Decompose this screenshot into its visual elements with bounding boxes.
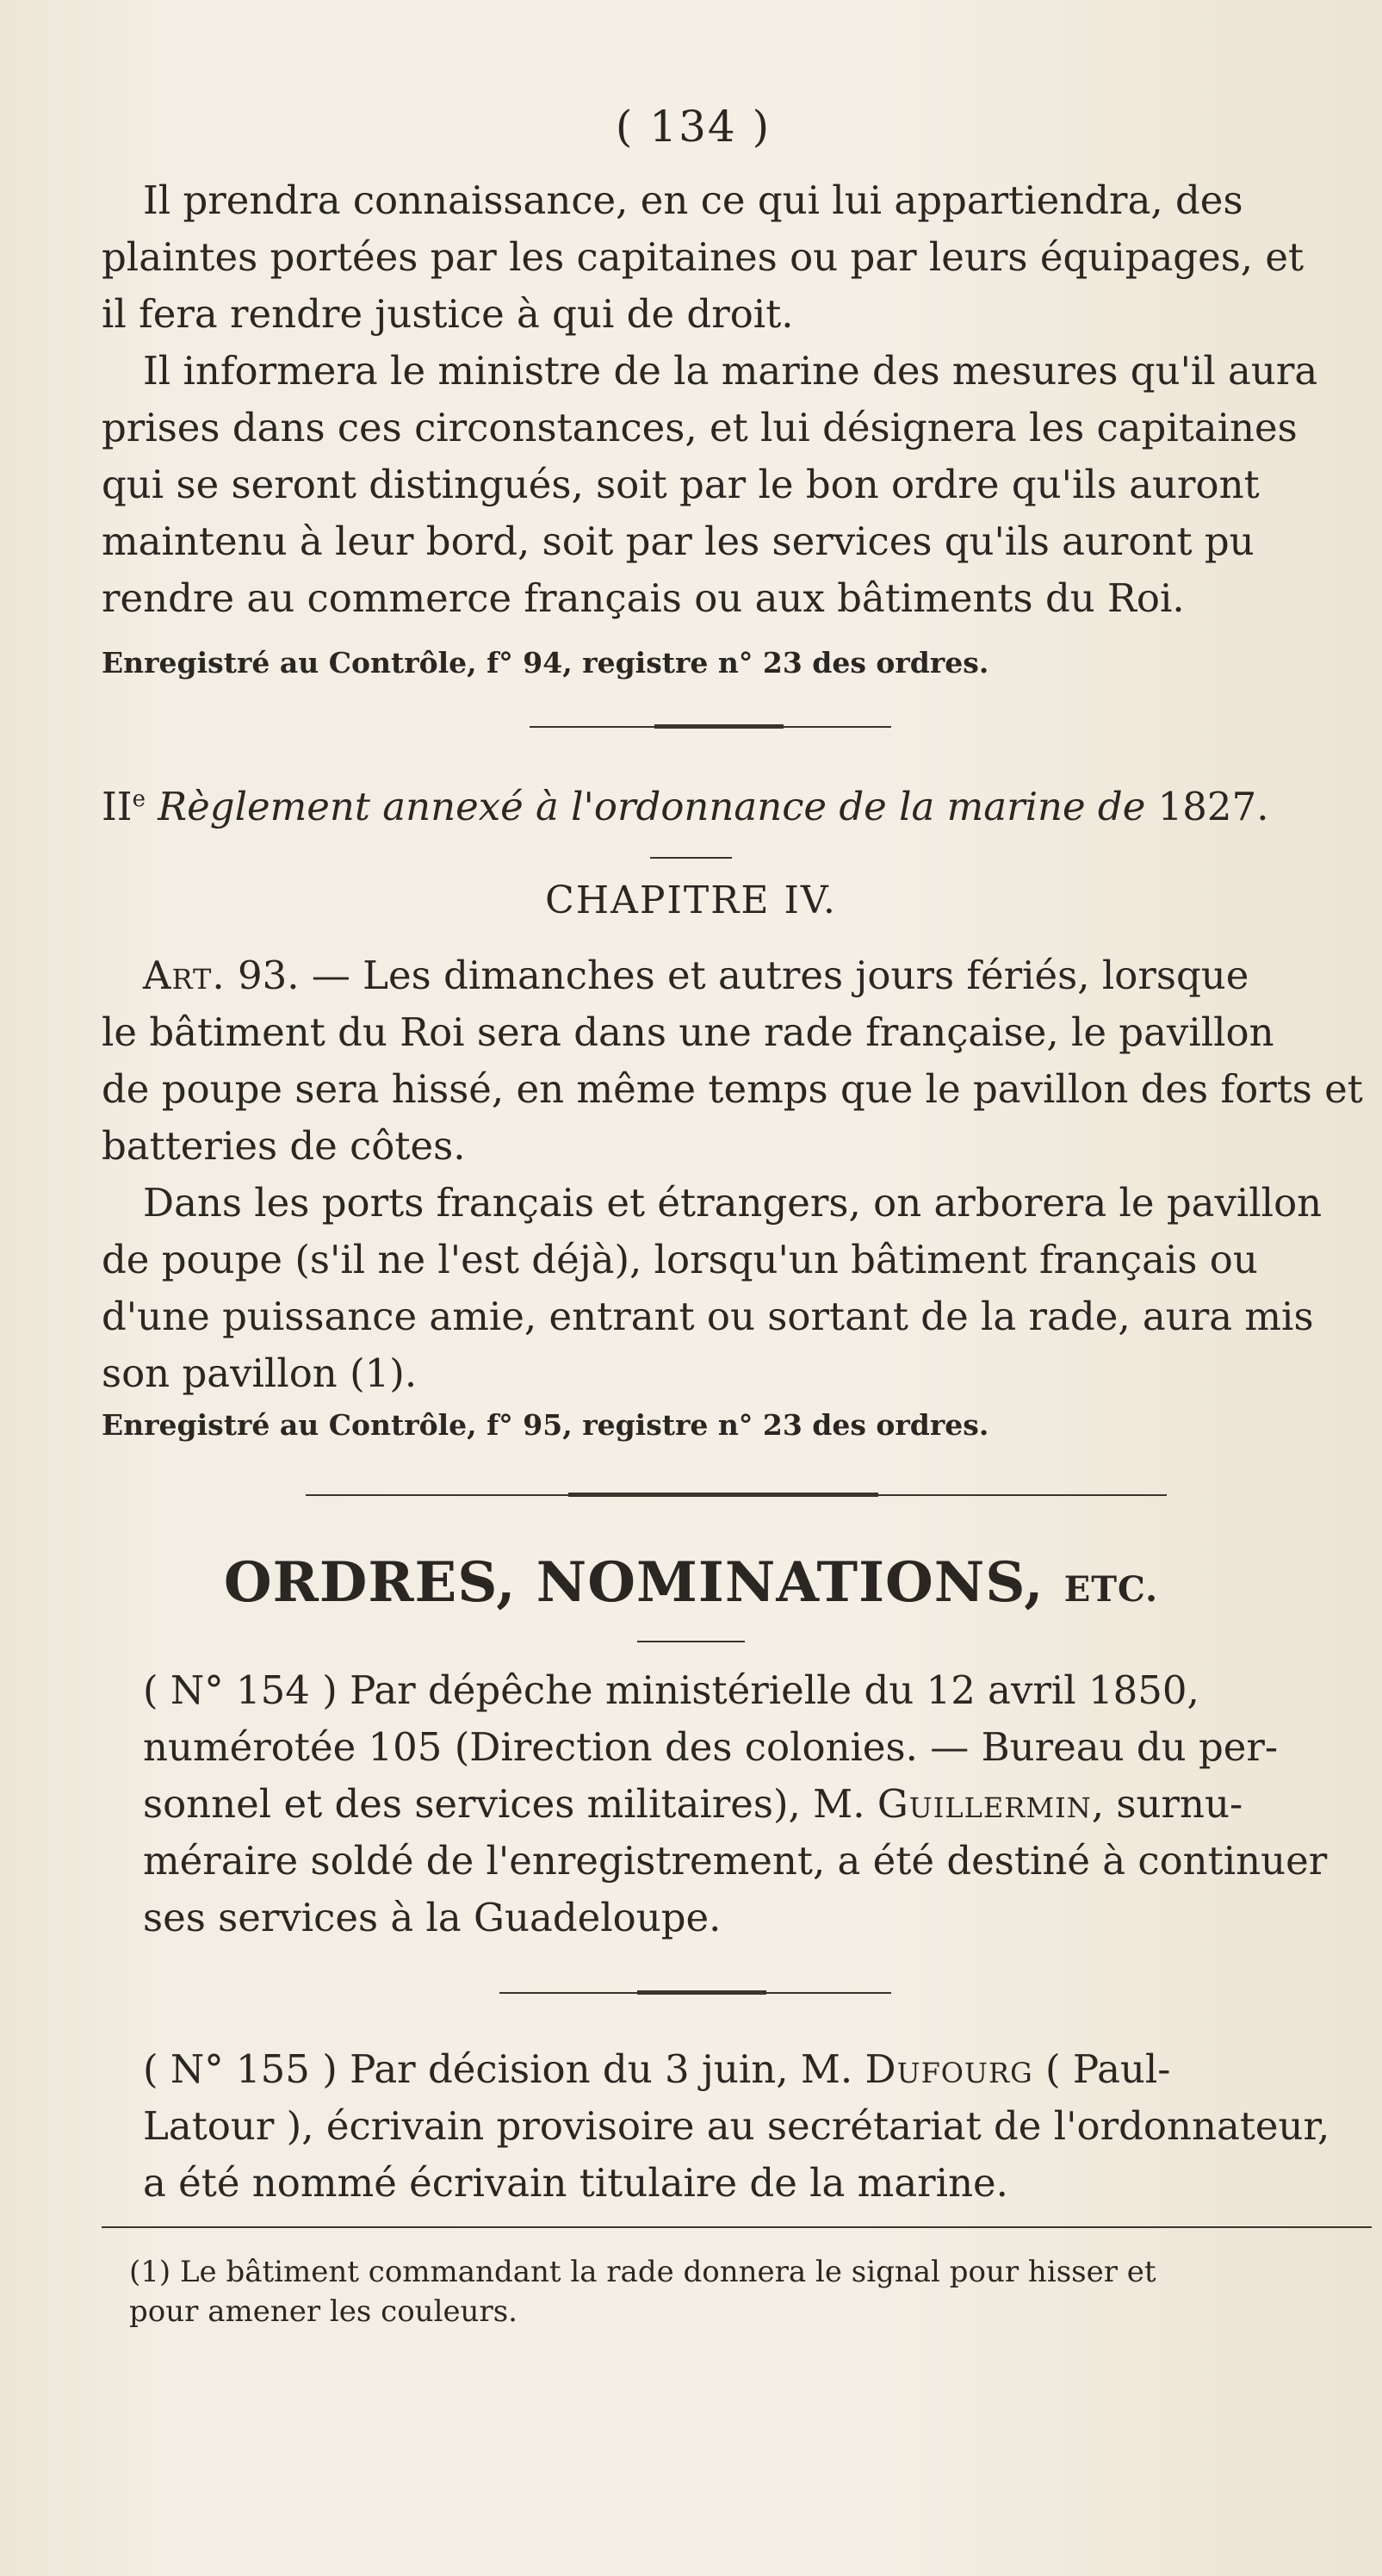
text-line: le bâtiment du Roi sera dans une rade française, le pavillon [102,1009,1274,1055]
heading-year: 1827. [1157,784,1269,829]
orders-title: ORDRES, NOMINATIONS, ETC. [223,1550,1159,1615]
footnote-line: (1) Le bâtiment commandant la rade donnera le signal pour hisser et [129,2255,1156,2289]
registration-note: Enregistré au Contrôle, f° 95, registre n° 23 des ordres. [102,1408,989,1442]
entry-divider-accent [637,1990,766,1995]
text-line: batteries de côtes. [102,1123,466,1169]
text-line: ses services à la Guadeloupe. [143,1895,722,1940]
text-line: prises dans ces circonstances, et lui désignera les capitaines [102,405,1298,450]
footnote [129,2252,1352,2331]
text-line: il fera rendre justice à qui de droit. [102,291,794,337]
text-line: ( N° 154 ) Par dépêche ministérielle du 12 avril 1850, [143,1667,1199,1713]
text-line: Il prendra connaissance, en ce qui lui appartiendra, des [143,177,1243,223]
intro-paragraph [102,172,1359,627]
text-line: numérotée 105 (Direction des colonies. — Bureau du per- [143,1724,1279,1770]
heading-number: II [102,784,133,829]
text-line: maintenu à leur bord, soit par les services qu'ils auront pu [102,518,1255,564]
text-line: rendre au commerce français ou aux bâtiments du Roi. [102,575,1185,621]
title-rule [637,1641,745,1642]
heading-title: Règlement annexé à l'ordonnance de la marine de [158,784,1146,829]
person-name: Guillermin [877,1781,1092,1827]
footnote-line: pour amener les couleurs. [129,2294,517,2329]
text-line: Latour ), écrivain provisoire au secrétariat de l'ordonnateur, [143,2103,1330,2149]
section-divider-accent [568,1493,878,1497]
text-line: son pavillon (1). [102,1350,418,1396]
registration-note: Enregistré au Contrôle, f° 94, registre n° 23 des ordres. [102,646,989,680]
person-name: Dufourg [865,2046,1033,2092]
order-entry-154 [102,1662,1359,1946]
text-line: a été nommé écrivain titulaire de la marine. [143,2160,1008,2206]
text-line: Dans les ports français et étrangers, on arborera le pavillon [143,1180,1323,1226]
article-label: Art. [143,953,226,998]
text-line: d'une puissance amie, entrant ou sortant de la rade, aura mis [102,1294,1314,1339]
page-number: ( 134 ) [615,102,772,152]
text-line: de poupe sera hissé, en même temps que le pavillon des forts et [102,1066,1363,1112]
chapter-rule [650,857,732,859]
text-line: sonnel et des services militaires), M. Guillermin, surnu- [143,1781,1243,1827]
text-line: Il informera le ministre de la marine des mesures qu'il aura [143,348,1318,394]
text-line: plaintes portées par les capitaines ou par leurs équipages, et [102,234,1305,280]
text-line: de poupe (s'il ne l'est déjà), lorsqu'un bâtiment français ou [102,1237,1258,1282]
text-line: ( N° 155 ) Par décision du 3 juin, M. Dufourg ( Paul- [143,2046,1171,2092]
article-paragraph [102,947,1363,1402]
heading-superscript: e [132,786,146,812]
section-divider-accent [654,724,784,729]
text-line: qui se seront distingués, soit par le bon ordre qu'ils auront [102,462,1260,507]
chapter-title: CHAPITRE IV. [545,878,837,922]
text-line: méraire soldé de l'enregistrement, a été destiné à continuer [143,1838,1328,1884]
footnote-rule [102,2226,1372,2228]
text-line: Art. 93. — Les dimanches et autres jours fériés, lorsque [143,953,1249,998]
order-entry-155 [102,2041,1359,2212]
section-heading [102,784,1359,829]
